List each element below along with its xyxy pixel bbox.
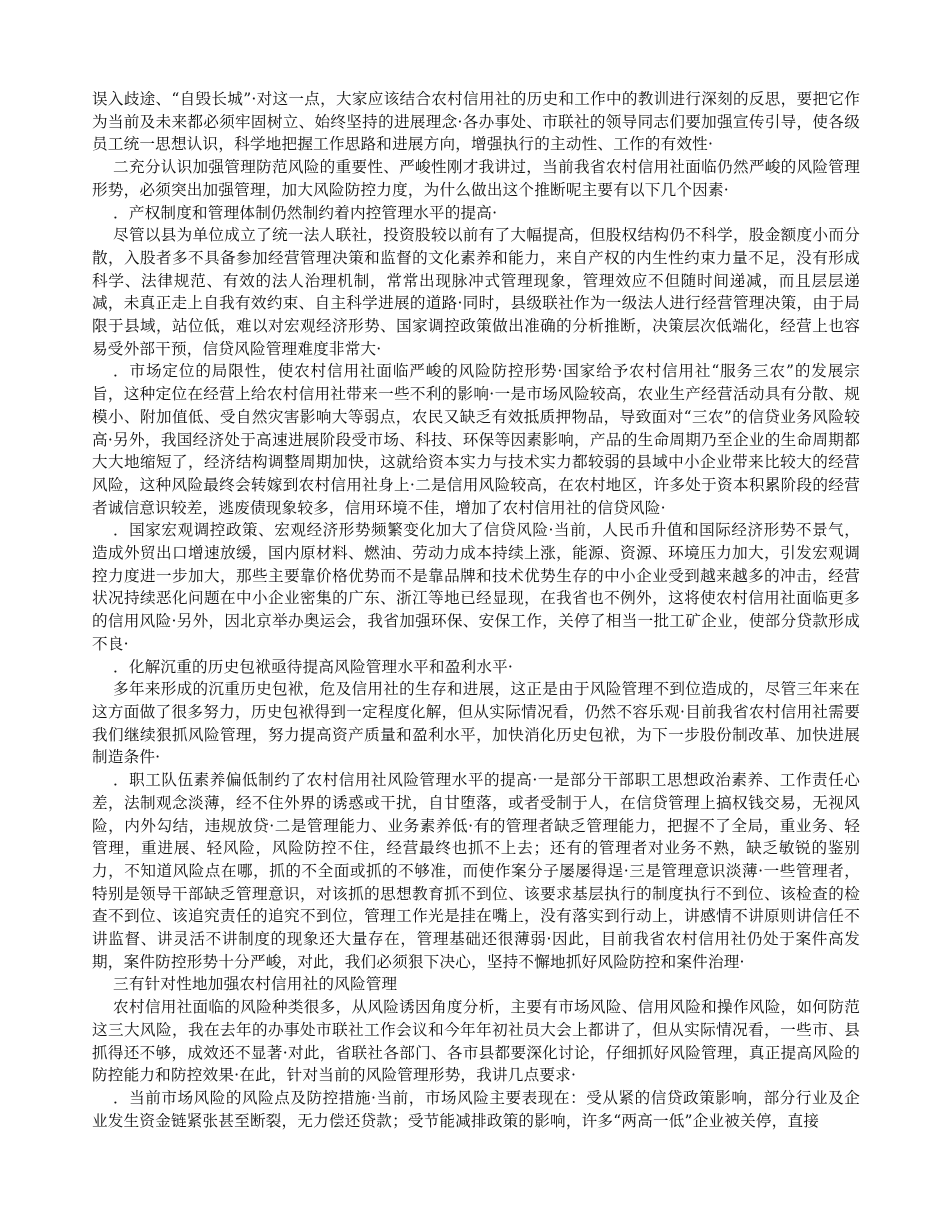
- point-heading-historical-burden: ．化解沉重的历史包袱亟待提高风险管理水平和盈利水平·: [113, 657, 514, 676]
- paragraph-historical-burden: 多年来形成的沉重历史包袱，危及信用社的生存和进展，这正是由于风险管理不到位造成的，尽管三年来在这方面做了很多努力，历史包袱得到一定程度化解，但从实际情况看，仍然不容乐观·目前我省农村信用社需要我们继续狠抓风险管理，努力提高资产质量和盈利水平，加快消化历史包袱，为下一步股份制改革、加快进展制造条件·: [92, 680, 860, 767]
- point-heading-property-rights: ．产权制度和管理体制仍然制约着内控管理水平的提高·: [113, 203, 498, 222]
- paragraph-property-rights: 尽管以县为单位成立了统一法人联社，投资股较以前有了大幅提高，但股权结构仍不科学，股金额度小而分散，入股者多不具备参加经营管理决策和监督的文化素养和能力，来自产权的内生性约束力量不足，没有形成科学、法律规范、有效的法人治理机制，常常出现脉冲式管理现象，管理效应不但随时间递减，而且层层递减，未真正走上自我有效约束、自主科学进展的道路·同时，县级联社作为一级法人进行经营管理决策，由于局限于县域，站位低，难以对宏观经济形势、国家调控政策做出准确的分析推断，决策层次低端化，经营上也容易受外部干预，信贷风险管理难度非常大·: [92, 226, 860, 358]
- paragraph-market-risk: ．当前市场风险的风险点及防控措施·当前，市场风险主要表现在：受从紧的信贷政策影响，部分行业及企业发生资金链紧张甚至断裂，无力偿还贷款；受节能减排政策的影响，许多“两高一低”企业被关停，直接: [92, 1088, 860, 1130]
- document-page: [92, 88, 860, 1132]
- paragraph-market-positioning: ．市场定位的局限性，使农村信用社面临严峻的风险防控形势·国家给予农村信用社“服务三农”的发展宗旨，这种定位在经营上给农村信用社带来一些不利的影响·一是市场风险较高，农业生产经营活动具有分散、规模小、附加值低、受自然灾害影响大等弱点，农民又缺乏有效抵质押物品，导致面对“三农”的信贷业务风险较高·另外，我国经济处于高速进展阶段受市场、科技、环保等因素影响，产品的生命周期乃至企业的生命周期都大大地缩短了，经济结构调整周期加快，这就给资本实力与技术实力都较弱的县域中小企业带来比较大的经营风险，这种风险最终会转嫁到农村信用社身上·二是信用风险较高，在农村地区，许多处于资本积累阶段的经营者诚信意识较差，逃废债现象较多，信用环境不佳，增加了农村信用社的信贷风险·: [92, 362, 860, 517]
- section-heading-3: 三有针对性地加强农村信用社的风险管理: [113, 975, 398, 994]
- paragraph-staff-quality: ．职工队伍素养偏低制约了农村信用社风险管理水平的提高·一是部分干部职工思想政治素养、工作责任心差，法制观念淡薄，经不住外界的诱惑或干扰，自甘堕落，或者受制于人，在信贷管理上搞权钱交易，无视风险，内外勾结，违规放贷·二是管理能力、业务素养低·有的管理者缺乏管理能力，把握不了全局，重业务、轻管理，重进展、轻风险，风险防控不住，经营最终也抓不上去；还有的管理者对业务不熟，缺乏敏锐的鉴别力，不知道风险点在哪，抓的不全面或抓的不够准，而使作案分子屡屡得逞·三是管理意识淡薄·一些管理者，特别是领导干部缺乏管理意识，对该抓的思想教育抓不到位、该要求基层执行的制度执行不到位、该检查的检查不到位、该追究责任的追究不到位，管理工作光是挂在嘴上，没有落实到行动上，讲感情不讲原则讲信任不讲监督、讲灵活不讲制度的现象还大量存在，管理基础还很薄弱·因此，目前我省农村信用社仍处于案件高发期，案件防控形势十分严峻，对此，我们必须狠下决心，坚持不懈地抓好风险防控和案件治理·: [92, 771, 860, 971]
- paragraph-macro-control: ．国家宏观调控政策、宏观经济形势频繁变化加大了信贷风险·当前，人民币升值和国际经济形势不景气，造成外贸出口增速放缓，国内原材料、燃油、劳动力成本持续上涨，能源、资源、环境压力加大，引发宏观调控力度进一步加大，那些主要靠价格优势而不是靠品牌和技术优势生存的中小企业受到越来越多的冲击，经营状况持续恶化问题在中小企业密集的广东、浙江等地已经显现，在我省也不例外，这将使农村信用社面临更多的信用风险·另外，因北京举办奥运会，我省加强环保、安保工作，关停了相当一批工矿企业，使部分贷款形成不良·: [92, 521, 860, 653]
- section-heading-2: 二充分认识加强管理防范风险的重要性、严峻性刚才我讲过，当前我省农村信用社面临仍然严峻的风险管理形势，必须突出加强管理，加大风险防控力度，为什么做出这个推断呢主要有以下几个因素·: [92, 158, 860, 199]
- paragraph-risk-types: 农村信用社面临的风险种类很多，从风险诱因角度分析，主要有市场风险、信用风险和操作风险，如何防范这三大风险，我在去年的办事处市联社工作会议和今年年初社员大会上都讲了，但从实际情况看，一些市、县抓得还不够，成效还不显著·对此，省联社各部门、各市县都要深化讨论，仔细抓好风险管理，真正提高风险的防控能力和防控效果·在此，针对当前的风险管理形势，我讲几点要求·: [92, 998, 860, 1085]
- paragraph-continuation: 误入歧途、“自毁长城”·对这一点，大家应该结合农村信用社的历史和工作中的教训进行深刻的反思，要把它作为当前及未来都必须牢固树立、始终坚持的进展理念·各办事处、市联社的领导同志们要加强宣传引导，使各级员工统一思想认识，科学地把握工作思路和进展方向，增强执行的主动性、工作的有效性·: [92, 90, 860, 154]
